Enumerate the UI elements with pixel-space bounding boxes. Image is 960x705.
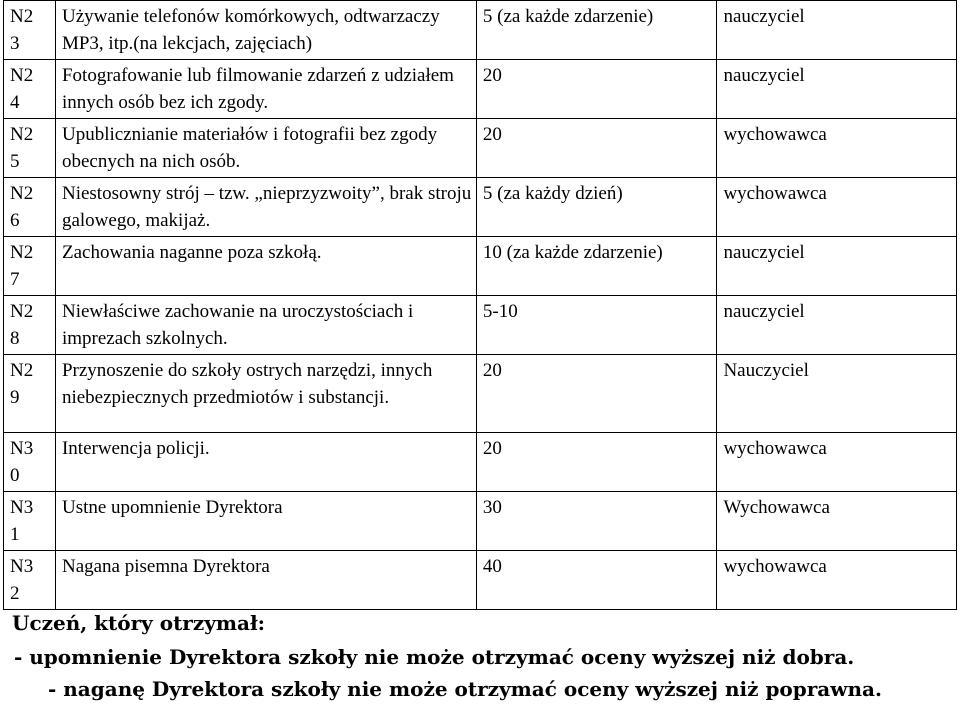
rule-points-cell: 40 (476, 551, 717, 610)
table-row (4, 237, 957, 296)
rule-description-cell: Interwencja policji. (55, 433, 476, 492)
rule-code-cell: N3 1 (4, 492, 56, 551)
table-row (4, 119, 957, 178)
rule-code-cell: N2 8 (4, 296, 56, 355)
rule-assigned-by-cell: nauczyciel (717, 237, 957, 296)
table-row (4, 60, 957, 119)
rule-assigned-by-cell: wychowawca (717, 178, 957, 237)
rule-assigned-by-cell: Nauczyciel (717, 355, 957, 433)
rule-assigned-by-cell: wychowawca (717, 551, 957, 610)
rule-assigned-by-cell: nauczyciel (717, 60, 957, 119)
rule-code-cell: N2 6 (4, 178, 56, 237)
rule-points-cell: 20 (476, 60, 717, 119)
rule-code-cell: N2 5 (4, 119, 56, 178)
rule-assigned-by-cell: nauczyciel (717, 296, 957, 355)
footer-line-reprimand: - upomnienie Dyrektora szkoły nie może otrzymać oceny wyższej niż dobra. (14, 645, 855, 669)
rule-points-cell: 30 (476, 492, 717, 551)
rule-assigned-by-cell: Wychowawca (717, 492, 957, 551)
footer-line-written-reprimand: - naganę Dyrektora szkoły nie może otrzymać oceny wyższej niż poprawna. (48, 677, 882, 701)
rule-points-cell: 20 (476, 355, 717, 433)
rule-description-cell: Niestosowny strój – tzw. „nieprzyzwoity”, brak stroju galowego, makijaż. (55, 178, 476, 237)
table-row (4, 1, 957, 60)
table-row (4, 296, 957, 355)
rule-assigned-by-cell: nauczyciel (717, 1, 957, 60)
rule-description-cell: Fotografowanie lub filmowanie zdarzeń z udziałem innych osób bez ich zgody. (55, 60, 476, 119)
rule-description-cell: Nagana pisemna Dyrektora (55, 551, 476, 610)
rule-points-cell: 5 (za każde zdarzenie) (476, 1, 717, 60)
rule-description-cell: Używanie telefonów komórkowych, odtwarzaczy MP3, itp.(na lekcjach, zajęciach) (55, 1, 476, 60)
footer-heading: Uczeń, który otrzymał: (12, 611, 266, 635)
rule-code-cell: N2 4 (4, 60, 56, 119)
rule-description-cell: Ustne upomnienie Dyrektora (55, 492, 476, 551)
rule-code-cell: N3 2 (4, 551, 56, 610)
rule-points-cell: 20 (476, 433, 717, 492)
rule-code-cell: N3 0 (4, 433, 56, 492)
rule-points-cell: 20 (476, 119, 717, 178)
rules-table-body (4, 1, 957, 610)
rule-code-cell: N2 3 (4, 1, 56, 60)
rule-assigned-by-cell: wychowawca (717, 119, 957, 178)
rule-description-cell: Przynoszenie do szkoły ostrych narzędzi, innych niebezpiecznych przedmiotów i substancji. (55, 355, 476, 433)
table-row (4, 355, 957, 433)
rule-points-cell: 5 (za każdy dzień) (476, 178, 717, 237)
table-row (4, 433, 957, 492)
rule-description-cell: Zachowania naganne poza szkołą. (55, 237, 476, 296)
rule-code-cell: N2 9 (4, 355, 56, 433)
rules-table (3, 0, 957, 610)
table-row (4, 492, 957, 551)
rule-assigned-by-cell: wychowawca (717, 433, 957, 492)
table-row (4, 551, 957, 610)
rule-description-cell: Upublicznianie materiałów i fotografii bez zgody obecnych na nich osób. (55, 119, 476, 178)
rule-code-cell: N2 7 (4, 237, 56, 296)
rule-points-cell: 10 (za każde zdarzenie) (476, 237, 717, 296)
rule-points-cell: 5-10 (476, 296, 717, 355)
table-row (4, 178, 957, 237)
rule-description-cell: Niewłaściwe zachowanie na uroczystościach i imprezach szkolnych. (55, 296, 476, 355)
